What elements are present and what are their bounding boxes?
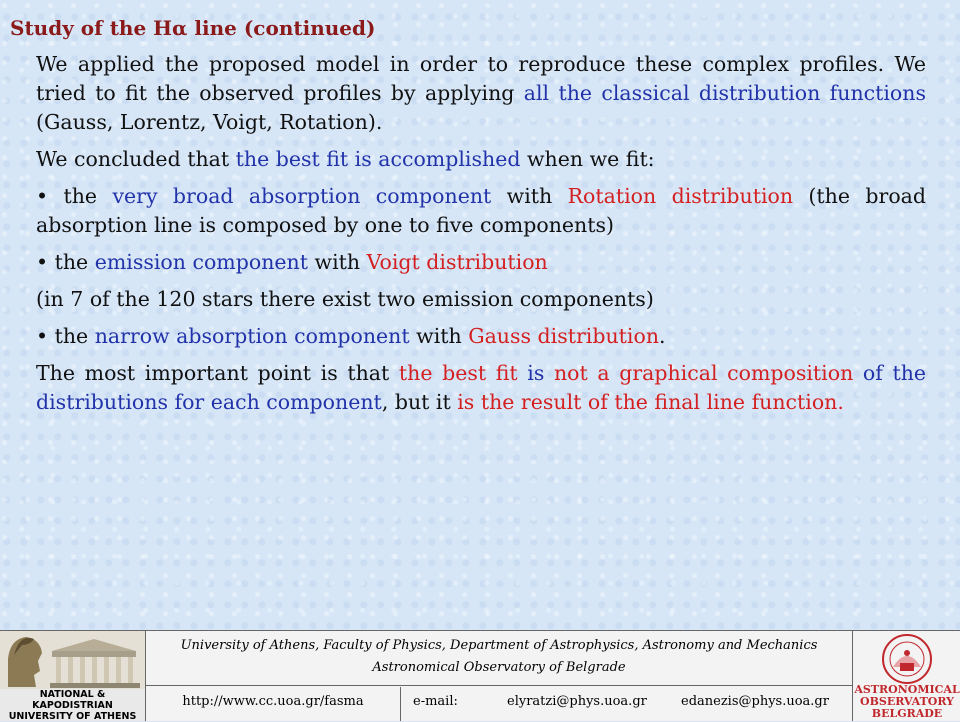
text-run: with: [409, 324, 469, 348]
left-logo-caption: NATIONAL & KAPODISTRIAN UNIVERSITY OF ATHENS: [8, 689, 137, 722]
paragraph-model: [36, 50, 926, 137]
right-logo-caption: ASTRONOMICAL OBSERVATORY BELGRADE: [854, 683, 960, 720]
affiliation-line-athens: University of Athens, Faculty of Physics, Department of Astrophysics, Astronomy and Mechanics: [180, 638, 818, 653]
text-run: all the classical distribution functions: [523, 81, 926, 105]
note-emission-components: [36, 285, 926, 314]
text-run: is: [517, 361, 554, 385]
bullet-broad-absorption: [36, 182, 926, 240]
text-run: Rotation distribution: [567, 184, 794, 208]
text-run: not a graphical composition: [553, 361, 854, 385]
text-run: We applied the proposed model in order to reproduce these complex profiles. We tried to fit the observed profiles by applying: [36, 52, 926, 105]
text-run: • the: [36, 250, 95, 274]
text-run: Voigt distribution: [366, 250, 548, 274]
text-run: (the broad absorption line is composed by one to five components): [36, 184, 926, 237]
observatory-seal-icon: [867, 633, 947, 685]
athena-head-icon: [0, 631, 145, 689]
email-link-lyratzi[interactable]: elyratzi@phys.uoa.gr: [507, 694, 647, 709]
text-run: (in 7 of the 120 stars there exist two emission components): [36, 287, 654, 311]
affiliation-line-belgrade: Astronomical Observatory of Belgrade: [372, 660, 626, 675]
text-run: emission component: [94, 250, 308, 274]
text-run: We concluded that: [36, 147, 236, 171]
text-run: the best fit is accomplished: [235, 147, 521, 171]
text-run: when we fit:: [520, 147, 655, 171]
text-run: Gauss distribution: [468, 324, 660, 348]
text-run: with: [308, 250, 367, 274]
text-run: (Gauss, Lorentz, Voigt, Rotation).: [36, 110, 383, 134]
text-run: is the result of the final line function.: [457, 390, 844, 414]
affiliation-block: [146, 631, 852, 686]
text-run: • the: [36, 184, 113, 208]
website-link[interactable]: http://www.cc.uoa.gr/fasma: [146, 687, 401, 721]
text-run: .: [659, 324, 666, 348]
slide-body: [36, 50, 926, 425]
text-run: the best fit: [398, 361, 518, 385]
paragraph-important-point: [36, 359, 926, 417]
text-run: very broad absorption component: [112, 184, 492, 208]
text-run: with: [491, 184, 568, 208]
text-run: The most important point is that: [36, 361, 399, 385]
bullet-emission: [36, 248, 926, 277]
email-block: [401, 687, 852, 721]
paragraph-conclusion: [36, 145, 926, 174]
footer: [0, 630, 960, 721]
text-run: • the: [36, 324, 95, 348]
bullet-narrow-absorption: [36, 322, 926, 351]
belgrade-observatory-logo: [852, 631, 960, 721]
text-run: of the distributions for each component: [36, 361, 927, 414]
slide-title: Study of the Hα line (continued): [10, 16, 376, 40]
text-run: , but it: [381, 390, 458, 414]
university-of-athens-logo: [0, 631, 146, 721]
email-link-danezis[interactable]: edanezis@phys.uoa.gr: [681, 694, 829, 709]
text-run: narrow absorption component: [94, 324, 410, 348]
email-label: e-mail:: [413, 694, 458, 709]
